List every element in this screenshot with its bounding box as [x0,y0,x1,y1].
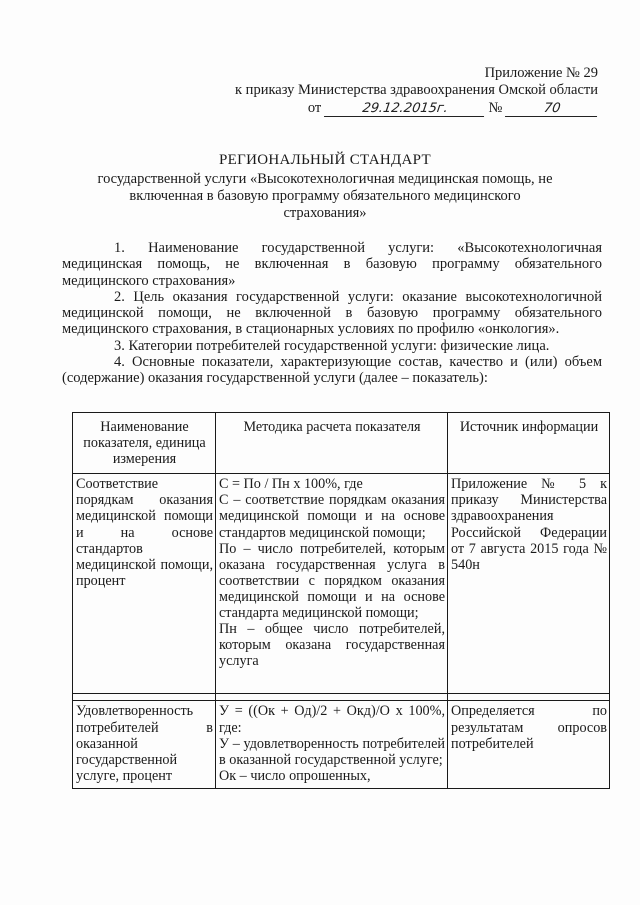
table-header-row [73,413,610,474]
information-source-cell: Приложение № 5 к приказу Министерства здравоохранения Российской Федерации от 7 августа 2015 года № 540н [448,474,610,694]
paragraph-4: 4. Основные показатели, характеризующие состав, качество и (или) объем (содержание) оказания государственной услуги (далее – показатель): [62,354,602,387]
calculation-method-cell [216,701,448,788]
method-definition: С – соответствие порядкам оказания медицинской помощи и на основе стандартов медицинской помощи; [219,492,445,541]
title-subheading: государственной услуги «Высокотехнологичная медицинская помощь, не включенная в базовую программу обязательного медицинского страхования» [97,171,553,221]
method-formula: У = ((Ок + Од)/2 + Окд)/О х 100%, где: [219,703,445,736]
method-definition: У – удовлетворенность потребителей в оказанной государственной услуге; [219,735,445,768]
order-date-number-row [198,100,598,117]
from-label: от [307,100,322,116]
header-indicator-name: Наименование показателя, единица измерения [73,413,216,474]
paragraph-3: 3. Категории потребителей государственной услуги: физические лица. [114,337,550,354]
handwritten-order-date: 29.12.2015г. [324,102,486,117]
paragraph-2: 2. Цель оказания государственной услуги: оказание высокотехнологичной медицинской помощи, не включенной в базовую программу обязательного медицинского страхования, в стационарных условиях по профилю «онкология». [62,288,602,338]
header-information-source: Источник информации [448,413,610,474]
annex-number: Приложение № 29 [484,65,598,81]
cell-spacing [219,669,445,689]
document-body [62,240,602,387]
annex-header [198,65,598,117]
number-label: № [488,100,503,116]
handwritten-order-number: 70 [505,102,599,117]
indicator-name-cell: Удовлетворенность потребителей в оказанной государственной услуге, процент [73,701,216,788]
annex-order-reference: к приказу Министерства здравоохранения Омской области [235,82,598,98]
method-definition: По – число потребителей, которым оказана государственная услуга в соответствии с порядком оказания медицинской помощи и на основе стандарта медицинской помощи; [219,540,445,622]
paragraph-1: 1. Наименование государственной услуги: «Высокотехнологичная медицинская помощь, не включенная в базовую программу обязательного медицинского страхования» [62,240,602,289]
table-row-spacer [73,694,610,701]
indicator-name-cell: Соответствие порядкам оказания медицинской помощи и на основе стандартов медицинской помощи, процент [73,474,216,694]
table-row [73,474,610,694]
table-row [73,701,610,788]
method-definition: Ок – число опрошенных, [219,767,371,784]
calculation-method-cell [216,474,448,694]
document-title [90,152,560,222]
title-heading: РЕГИОНАЛЬНЫЙ СТАНДАРТ [219,152,431,168]
method-definition: Пн – общее число потребителей, которым оказана государственная услуга [219,621,445,670]
header-calculation-method: Методика расчета показателя [216,413,448,474]
information-source-cell: Определяется по результатам опросов потребителей [448,701,610,788]
indicators-table [72,412,610,789]
method-formula: С = По / Пн х 100%, где [219,476,363,493]
